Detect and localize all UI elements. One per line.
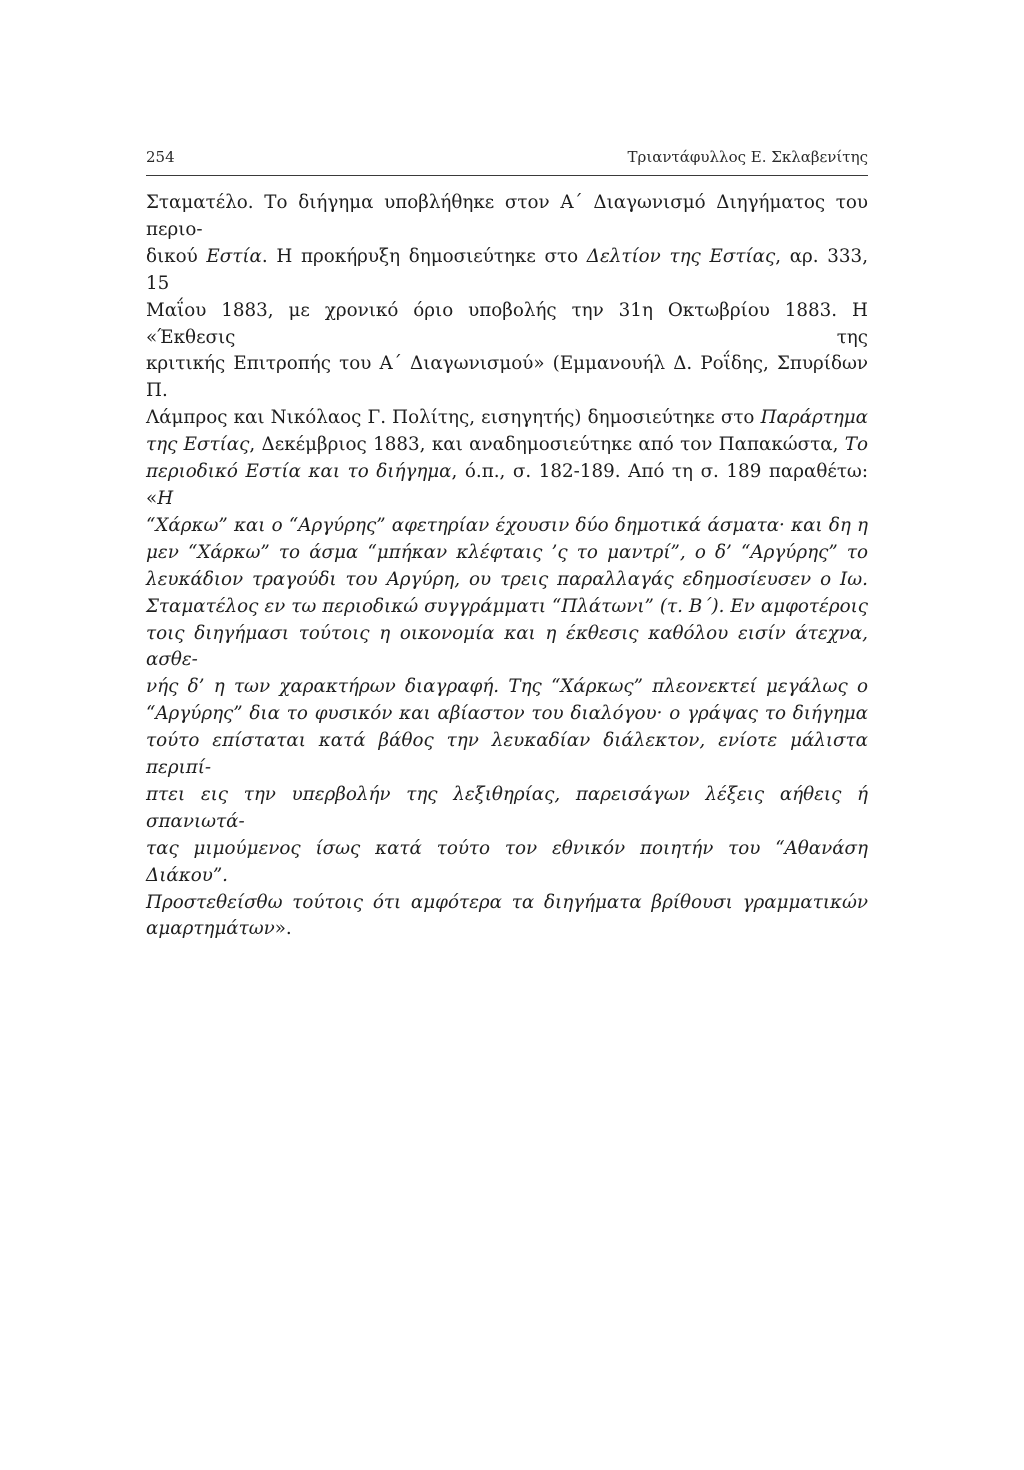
- italic-segment: Η: [157, 487, 174, 509]
- italic-segment: Το: [844, 434, 868, 456]
- text-line: [146, 621, 868, 675]
- text-segment: Λάμπρος και Νικόλαος Γ. Πολίτης, εισηγητής) δημοσιεύτηκε στο: [146, 407, 761, 429]
- text-line: [146, 405, 868, 432]
- italic-segment: της Εστίας: [146, 434, 250, 456]
- italic-segment: τοις διηγήμασι τούτοις η οικονομία και η έκθεσις καθόλου εισίν άτεχνα, ασθε-: [146, 622, 868, 671]
- text-line: [146, 540, 868, 567]
- header-rule: [146, 175, 868, 176]
- italic-segment: Σταματέλος εν τω περιοδικώ συγγράμματι “Πλάτωνι” (τ. Β΄). Εν αμφοτέροις: [146, 595, 868, 617]
- text-segment: . Η προκήρυξη δημοσιεύτηκε στο: [261, 245, 587, 267]
- italic-segment: λευκάδιον τραγούδι του Αργύρη, ου τρεις παραλλαγάς εδημοσίευσεν ο Ιω.: [146, 568, 868, 590]
- text-segment: , ό.π., σ. 182-189. Από τη σ. 189 παραθέτω: «: [146, 461, 869, 509]
- italic-segment: τας μιμούμενος ίσως κατά τούτο τον εθνικόν ποιητήν του “Αθανάση Διάκου”.: [146, 837, 868, 886]
- text-line: [146, 190, 868, 244]
- text-line: [146, 728, 868, 782]
- italic-segment: περιοδικό Εστία και το διήγημα: [146, 461, 452, 483]
- running-head: Τριαντάφυλλος Ε. Σκλαβενίτης: [627, 148, 868, 166]
- text-segment: , Δεκέμβριος 1883, και αναδημοσιεύτηκε από τον Παπακώστα,: [249, 434, 845, 456]
- italic-segment: μεν “Χάρκω” το άσμα “μπήκαν κλέφταις ’ς το μαντρί”, ο δ’ “Αργύρης” το: [146, 541, 868, 563]
- text-segment: Σταματέλο. Το διήγημα υποβλήθηκε στον Α΄ Διαγωνισμό Διηγήματος του περιο-: [146, 192, 868, 240]
- italic-segment: “Αργύρης” δια το φυσικόν και αβίαστον του διαλόγου· ο γράψας το διήγημα: [146, 703, 868, 725]
- text-segment: κριτικής Επιτροπής του Α΄ Διαγωνισμού» (Εμμανουήλ Δ. Ροΐδης, Σπυρίδων Π.: [146, 353, 868, 402]
- text-line: [146, 782, 868, 836]
- italic-segment: Παράρτημα: [760, 407, 868, 429]
- italic-segment: τούτο επίσταται κατά βάθος την λευκαδίαν διάλεκτον, ενίοτε μάλιστα περιπί-: [146, 730, 868, 779]
- italic-segment: Εστία: [206, 245, 262, 267]
- page-number: 254: [146, 148, 175, 166]
- text-segment: δικού: [146, 245, 207, 267]
- text-line: [146, 701, 868, 728]
- text-line: [146, 459, 868, 513]
- italic-segment: “Χάρκω” και ο “Αργύρης” αφετηρίαν έχουσιν δύο δημοτικά άσματα· και δη η: [146, 514, 868, 536]
- text-segment: Μαΐου 1883, με χρονικό όριο υποβολής την 31η Οκτωβρίου 1883. Η «Έκθεσις της: [146, 299, 868, 348]
- italic-segment: νής δ’ η των χαρακτήρων διαγραφή. Της “Χάρκως” πλεονεκτεί μεγάλως ο: [146, 676, 868, 698]
- text-line: [146, 916, 868, 943]
- text-line: [146, 244, 868, 298]
- text-segment: ».: [274, 918, 292, 940]
- text-line: [146, 432, 868, 459]
- text-line: [146, 513, 868, 540]
- text-line: [146, 836, 868, 890]
- text-line: [146, 567, 868, 594]
- text-line: [146, 594, 868, 621]
- footnote-text: [146, 190, 868, 943]
- text-segment: , αρ. 333, 15: [146, 245, 869, 294]
- text-line: [146, 298, 868, 352]
- text-line: [146, 351, 868, 405]
- text-line: [146, 890, 868, 917]
- italic-segment: Προστεθείσθω τούτοις ότι αμφότερα τα διηγήματα βρίθουσι γραμματικών: [146, 891, 868, 913]
- text-line: [146, 674, 868, 701]
- italic-segment: Δελτίον της Εστίας: [586, 245, 776, 267]
- italic-segment: αμαρτημάτων: [146, 918, 275, 940]
- italic-segment: πτει εις την υπερβολήν της λεξιθηρίας, παρεισάγων λέξεις αήθεις ή σπανιωτά-: [146, 783, 868, 832]
